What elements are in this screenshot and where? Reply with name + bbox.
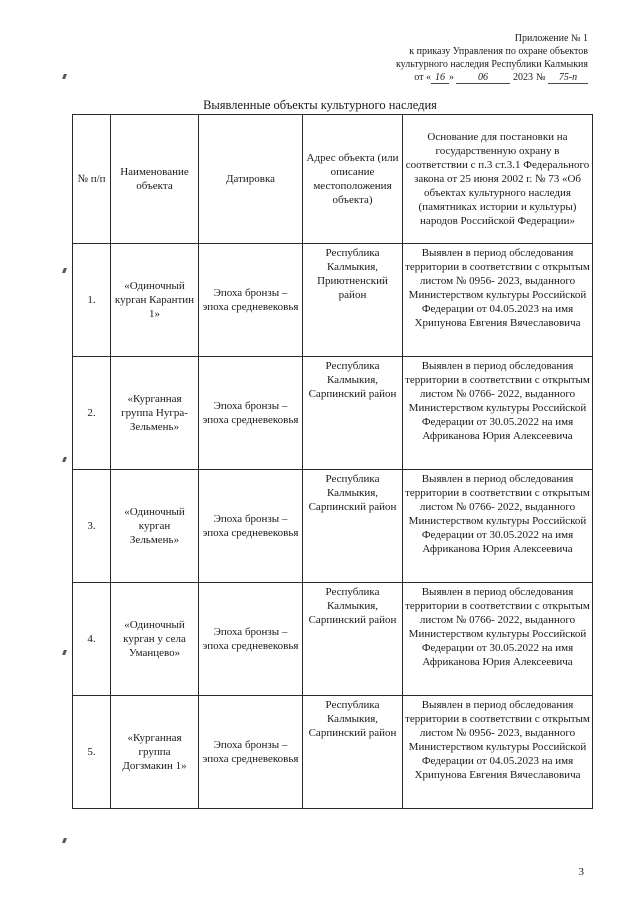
cell-basis: Выявлен в период обследования территории в соответствии с открытым листом № 0766- 2022, выданного Министерством культуры Российской Федерации от 30.05.2022 на имя Африканова Юрия Алексеевича: [403, 470, 593, 583]
table-row: [73, 357, 593, 470]
annex-date-line: [328, 71, 588, 84]
annex-line-1: Приложение № 1: [514, 33, 588, 44]
header-dating: Датировка: [199, 115, 303, 244]
cell-address: Республика Калмыкия, Сарпинский район: [303, 470, 403, 583]
date-year: 2023: [512, 72, 533, 83]
scan-speck: [62, 74, 67, 79]
cell-basis: Выявлен в период обследования территории в соответствии с открытым листом № 0956- 2023, выданного Министерством культуры Российской Федерации от 04.05.2023 на имя Хрипунова Евгения Вячеславовича: [403, 696, 593, 809]
cell-address: Республика Калмыкия, Сарпинский район: [303, 583, 403, 696]
annex-line-2: к приказу Управления по охране объектов: [409, 46, 588, 57]
table-row: [73, 583, 593, 696]
scan-speck: [62, 268, 67, 273]
date-day: 16: [431, 72, 449, 84]
cell-num: 1.: [73, 244, 111, 357]
cell-dating: Эпоха бронзы – эпоха средневековья: [199, 244, 303, 357]
cell-dating: Эпоха бронзы – эпоха средневековья: [199, 696, 303, 809]
cell-name: «Курганная группа Догзмакин 1»: [111, 696, 199, 809]
date-mid: »: [448, 72, 454, 83]
cell-address: Республика Калмыкия, Сарпинский район: [303, 696, 403, 809]
cell-num: 3.: [73, 470, 111, 583]
cell-dating: Эпоха бронзы – эпоха средневековья: [199, 357, 303, 470]
date-prefix: от «: [414, 72, 431, 83]
cell-basis: Выявлен в период обследования территории в соответствии с открытым листом № 0766- 2022, выданного Министерством культуры Российской Федерации от 30.05.2022 на имя Африканова Юрия Алексеевича: [403, 357, 593, 470]
cell-address: Республика Калмыкия, Приютненский район: [303, 244, 403, 357]
order-num-prefix: №: [535, 72, 546, 83]
annex-block: [328, 32, 588, 84]
cell-basis: Выявлен в период обследования территории в соответствии с открытым листом № 0956- 2023, выданного Министерством культуры Российской Федерации от 04.05.2023 на имя Хрипунова Евгения Вячеславовича: [403, 244, 593, 357]
cell-basis: Выявлен в период обследования территории в соответствии с открытым листом № 0766- 2022, выданного Министерством культуры Российской Федерации от 30.05.2022 на имя Африканова Юрия Алексеевича: [403, 583, 593, 696]
header-basis: Основание для постановки на государственную охрану в соответствии с п.3 ст.3.1 Федерального закона от 25 июня 2002 г. № 73 «Об объектах культурного наследия (памятниках истории и культуры) народов Российской Федерации»: [403, 115, 593, 244]
table-row: [73, 244, 593, 357]
cell-num: 5.: [73, 696, 111, 809]
header-name: Наименование объекта: [111, 115, 199, 244]
cell-num: 4.: [73, 583, 111, 696]
header-num: № п/п: [73, 115, 111, 244]
scan-speck: [62, 650, 67, 655]
table-row: [73, 470, 593, 583]
cell-num: 2.: [73, 357, 111, 470]
scan-speck: [62, 838, 67, 843]
annex-line-3: культурного наследия Республики Калмыкия: [395, 59, 588, 70]
cell-name: «Одиночный курган у села Уманцево»: [111, 583, 199, 696]
cell-dating: Эпоха бронзы – эпоха средневековья: [199, 470, 303, 583]
cell-dating: Эпоха бронзы – эпоха средневековья: [199, 583, 303, 696]
page-number: 3: [578, 866, 584, 878]
table-row: [73, 696, 593, 809]
header-address: Адрес объекта (или описание местоположения объекта): [303, 115, 403, 244]
heritage-objects-table: [72, 114, 593, 809]
document-title: Выявленные объекты культурного наследия: [203, 98, 437, 112]
cell-name: «Одиночный курган Карантин 1»: [111, 244, 199, 357]
cell-address: Республика Калмыкия, Сарпинский район: [303, 357, 403, 470]
date-month: 06: [456, 72, 510, 84]
order-number: 75-п: [548, 72, 588, 84]
scan-speck: [62, 457, 67, 462]
table-header-row: [73, 115, 593, 244]
cell-name: «Курганная группа Нугра-Зельмень»: [111, 357, 199, 470]
cell-name: «Одиночный курган Зельмень»: [111, 470, 199, 583]
